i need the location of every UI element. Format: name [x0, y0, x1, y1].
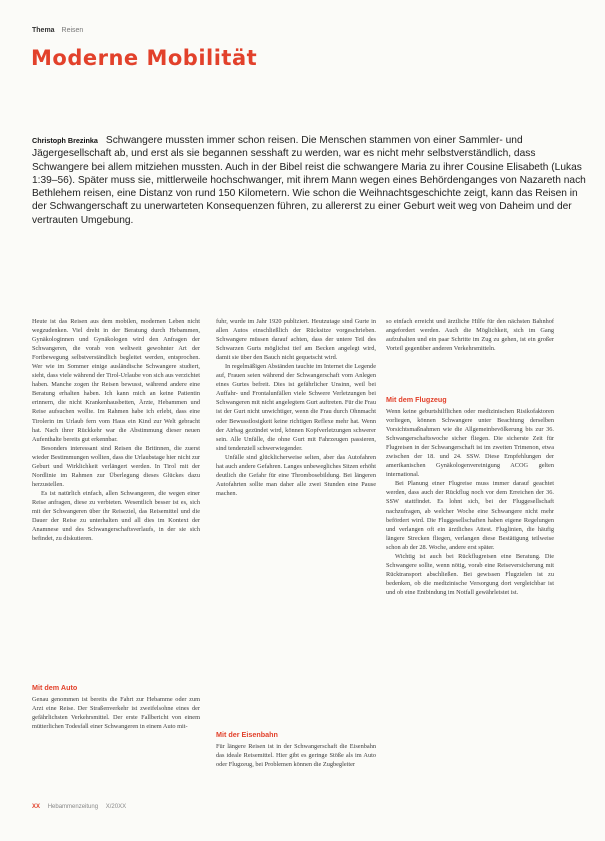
section-kicker	[32, 27, 83, 34]
text-column-2-bottom	[216, 730, 376, 769]
section-label: Reisen	[61, 27, 84, 34]
author-name: Christoph Brezinka	[32, 136, 98, 145]
paragraph: Genau genommen ist bereits die Fahrt zur Hebamme oder zum Arzt eine Reise. Der Straßenverkehr ist zweifelsohne eines der gefährlichsten Verkehrsmittel. Der erste Fallbericht von einem mütterlichen Todesfall einer Schwangeren in einem Auto mit-	[32, 696, 200, 731]
paragraph: Für längere Reisen ist in der Schwangerschaft die Eisenbahn das ideale Reisemittel. Hier gibt es geringe Stöße als im Auto oder Flugzeug, bei Problemen können die Zugbegleiter	[216, 743, 376, 769]
text-column-1-bottom	[32, 683, 200, 731]
theme-label: Thema	[32, 27, 55, 34]
publication-name: Hebammenzeitung	[47, 804, 99, 810]
paragraph: Heute ist das Reisen aus dem mobilen, modernen Leben nicht wegzudenken. Viel dreht in der Beratung durch Hebammen, Gynäkologinnen und Gynäkologen wird den Anfragen der Schwangeren, die vorab von weltweit gewohnter Art der Fortbewegung selbstverständlich begleitet werden, entsprochen. Wer wie im Sommer einige ausländische Schwangere studiert, sieht, dass viele während der Tirol-Urlaube von sich aus verzichtet haben. Manche zogen ihr Reisen bewusst, während andere eine Beratung erhalten haben. Ich kann mich an keine Patientin erinnern, die nicht Krankenhausbetten, Ärzte, Hebammen und Reise aufsuchen wollte. Im Rahmen habe ich erlebt, dass eine Tirolerin im Urlaub fern vom Haus ein Kind zur Welt gebracht hat. Nach ihrer Rückkehr war die Abstimmung dieser neuen Aufenthalte bereits gut erkennbar.	[32, 318, 200, 443]
text-column-3-flight	[386, 395, 554, 597]
page-footer	[32, 804, 132, 810]
article-title: Moderne Mobilität	[31, 46, 258, 70]
subheading-flugzeug: Mit dem Flugzeug	[386, 395, 447, 404]
text-column-2	[216, 317, 376, 498]
article-lead	[32, 134, 587, 227]
paragraph: Unfälle sind glücklicherweise selten, aber das Autofahren hat auch andere Gefahren. Langes unbewegliches Sitzen erhöht deutlich die Gefahr für eine Thrombosebildung. Bei längeren Autofahrten sollte man daher alle zwei Stunden eine Pause machen.	[216, 453, 376, 497]
paragraph: Wenn keine geburtshilflichen oder medizinischen Risikofaktoren vorliegen, können Schwangere unter Beachtung derselben Vorsichtsmaßnahmen wie die Allgemeinbevölkerung bis zur 36. Schwangerschaftswoche sicher fliegen. Die sicherste Zeit für Flugreisen in der Schwangerschaft ist im zweiten Trimenon, etwa zwischen der 18. und 24. SSW. Diese Empfehlungen der amerikanischen Gynäkologenvereinigung ACOG gelten international.	[386, 408, 554, 479]
paragraph: fuhr, wurde im Jahr 1920 publiziert. Heutzutage sind Gurte in allen Autos einschließlich der Rücksitze vorgeschrieben. Schwangere müssen darauf achten, dass der untere Teil des Schwarzen Gurts möglichst tief am Becken angelegt wird, damit sie über den Bauch nicht gequetscht wird.	[216, 318, 376, 362]
page-number: XX	[32, 804, 41, 810]
subheading-eisenbahn: Mit der Eisenbahn	[216, 730, 278, 739]
paragraph: Wichtig ist auch bei Rückflugreisen eine Beratung. Die Schwangere sollte, wenn nötig, vorab eine Reiseversicherung mit Rücktransport abschließen. Bei gewissen Flugzielen ist zu bedenken, ob die medizinische Versorgung dort vergleichbar ist und ob eine Entbindung im Notfall gewährleistet ist.	[386, 552, 554, 596]
subheading-auto: Mit dem Auto	[32, 683, 78, 692]
paragraph: In regelmäßigen Abständen tauchte im Internet die Legende auf, Frauen seien während der Schwangerschaft vom Anlegen eines Gurtes befreit. Dies ist gefährlicher Unsinn, weil bei Auffahr- und Frontalunfällen viele Schwere Verletzungen bei Schwangeren mit nicht angelegtem Gurt auftreten. Für die Frau ist der Gurt nicht unwichtiger, wenn die Frau durch Ohnmacht oder Bewusstlosigkeit keine richtigen Reflexe mehr hat. Wenn der Airbag gezündet wird, können Kopfverletzungen schwerer sein. Alle Unfälle, die ohne Gurt mit Fahrzeugen passieren, sind tendenziell schwerwiegender.	[216, 363, 376, 452]
paragraph: so einfach erreicht und ärztliche Hilfe für den nächsten Bahnhof angefordert werden. Auch die Möglichkeit, sich im Gang aufzuhalten und ein paar Schritte im Zug zu gehen, ist ein großer Vorteil gegenüber anderen Verkehrsmitteln.	[386, 318, 554, 353]
issue-label: X/20XX	[105, 804, 127, 810]
paragraph: Bei Planung einer Flugreise muss immer darauf geachtet werden, dass auch der Rückflug noch vor dem Erreichen der 36. SSW stattfindet. Es lohnt sich, bei der Fluggesellschaft nachzufragen, ab welcher Woche eine Schwangere nicht mehr befördert wird. Die Fluggesellschaften haben eigene Regelungen und verlangen oft ein ärztliches Attest. Fluglinien, die häufig längere Strecken fliegen, verlangen diese Bestätigung teilweise schon ab der 28. Woche, andere erst später.	[386, 480, 554, 551]
text-column-1	[32, 317, 200, 543]
lead-text: Schwangere mussten immer schon reisen. Die Menschen stammen von einer Sammler- und Jägergesellschaft ab, und erst als sie begannen sesshaft zu werden, war es nicht mehr selbstverständlich, dass Schwangere bei allem mitziehen mussten. Auch in der Bibel reist die schwangere Maria zu ihrer Cousine Elisabeth (Lukas 1:39–56). Später muss sie, mittlerweile hochschwanger, mit ihrem Mann wegen eines Behördenganges von Nazareth nach Bethlehem reisen, eine Distanz von rund 150 Kilometern. Wie schon die Weihnachtsgeschichte zeigt, kann das Reisen in der Schwangerschaft zu unerwarteten Konsequenzen führen, zu allererst zu einer Geburt weit weg von Daheim und der vertrauten Umgebung.	[32, 135, 586, 226]
paragraph: Es ist natürlich einfach, allen Schwangeren, die wegen einer Reise anfragen, diese zu verbieten. Wesentlich besser ist es, sich mit der Schwangeren über ihr Reiseziel, das Reisemittel und die Dauer der Reise zu unterhalten und all dies im Kontext der Anamnese und des Schwangerschaftsverlaufs, in der sie sich befindet, zu diskutieren.	[32, 489, 200, 543]
paragraph: Besonders interessant sind Reisen die Britinnen, die zuerst wieder Bestimmungen wollten, dass die Urlaubstage hier nicht zur Geburt und Wirklichkeit verlängert werden. In Tirol mit der Nordlinie im Rahmen zur Überlegung dieses Glückes dazu herzustellen.	[32, 444, 200, 488]
text-column-3	[386, 317, 554, 353]
